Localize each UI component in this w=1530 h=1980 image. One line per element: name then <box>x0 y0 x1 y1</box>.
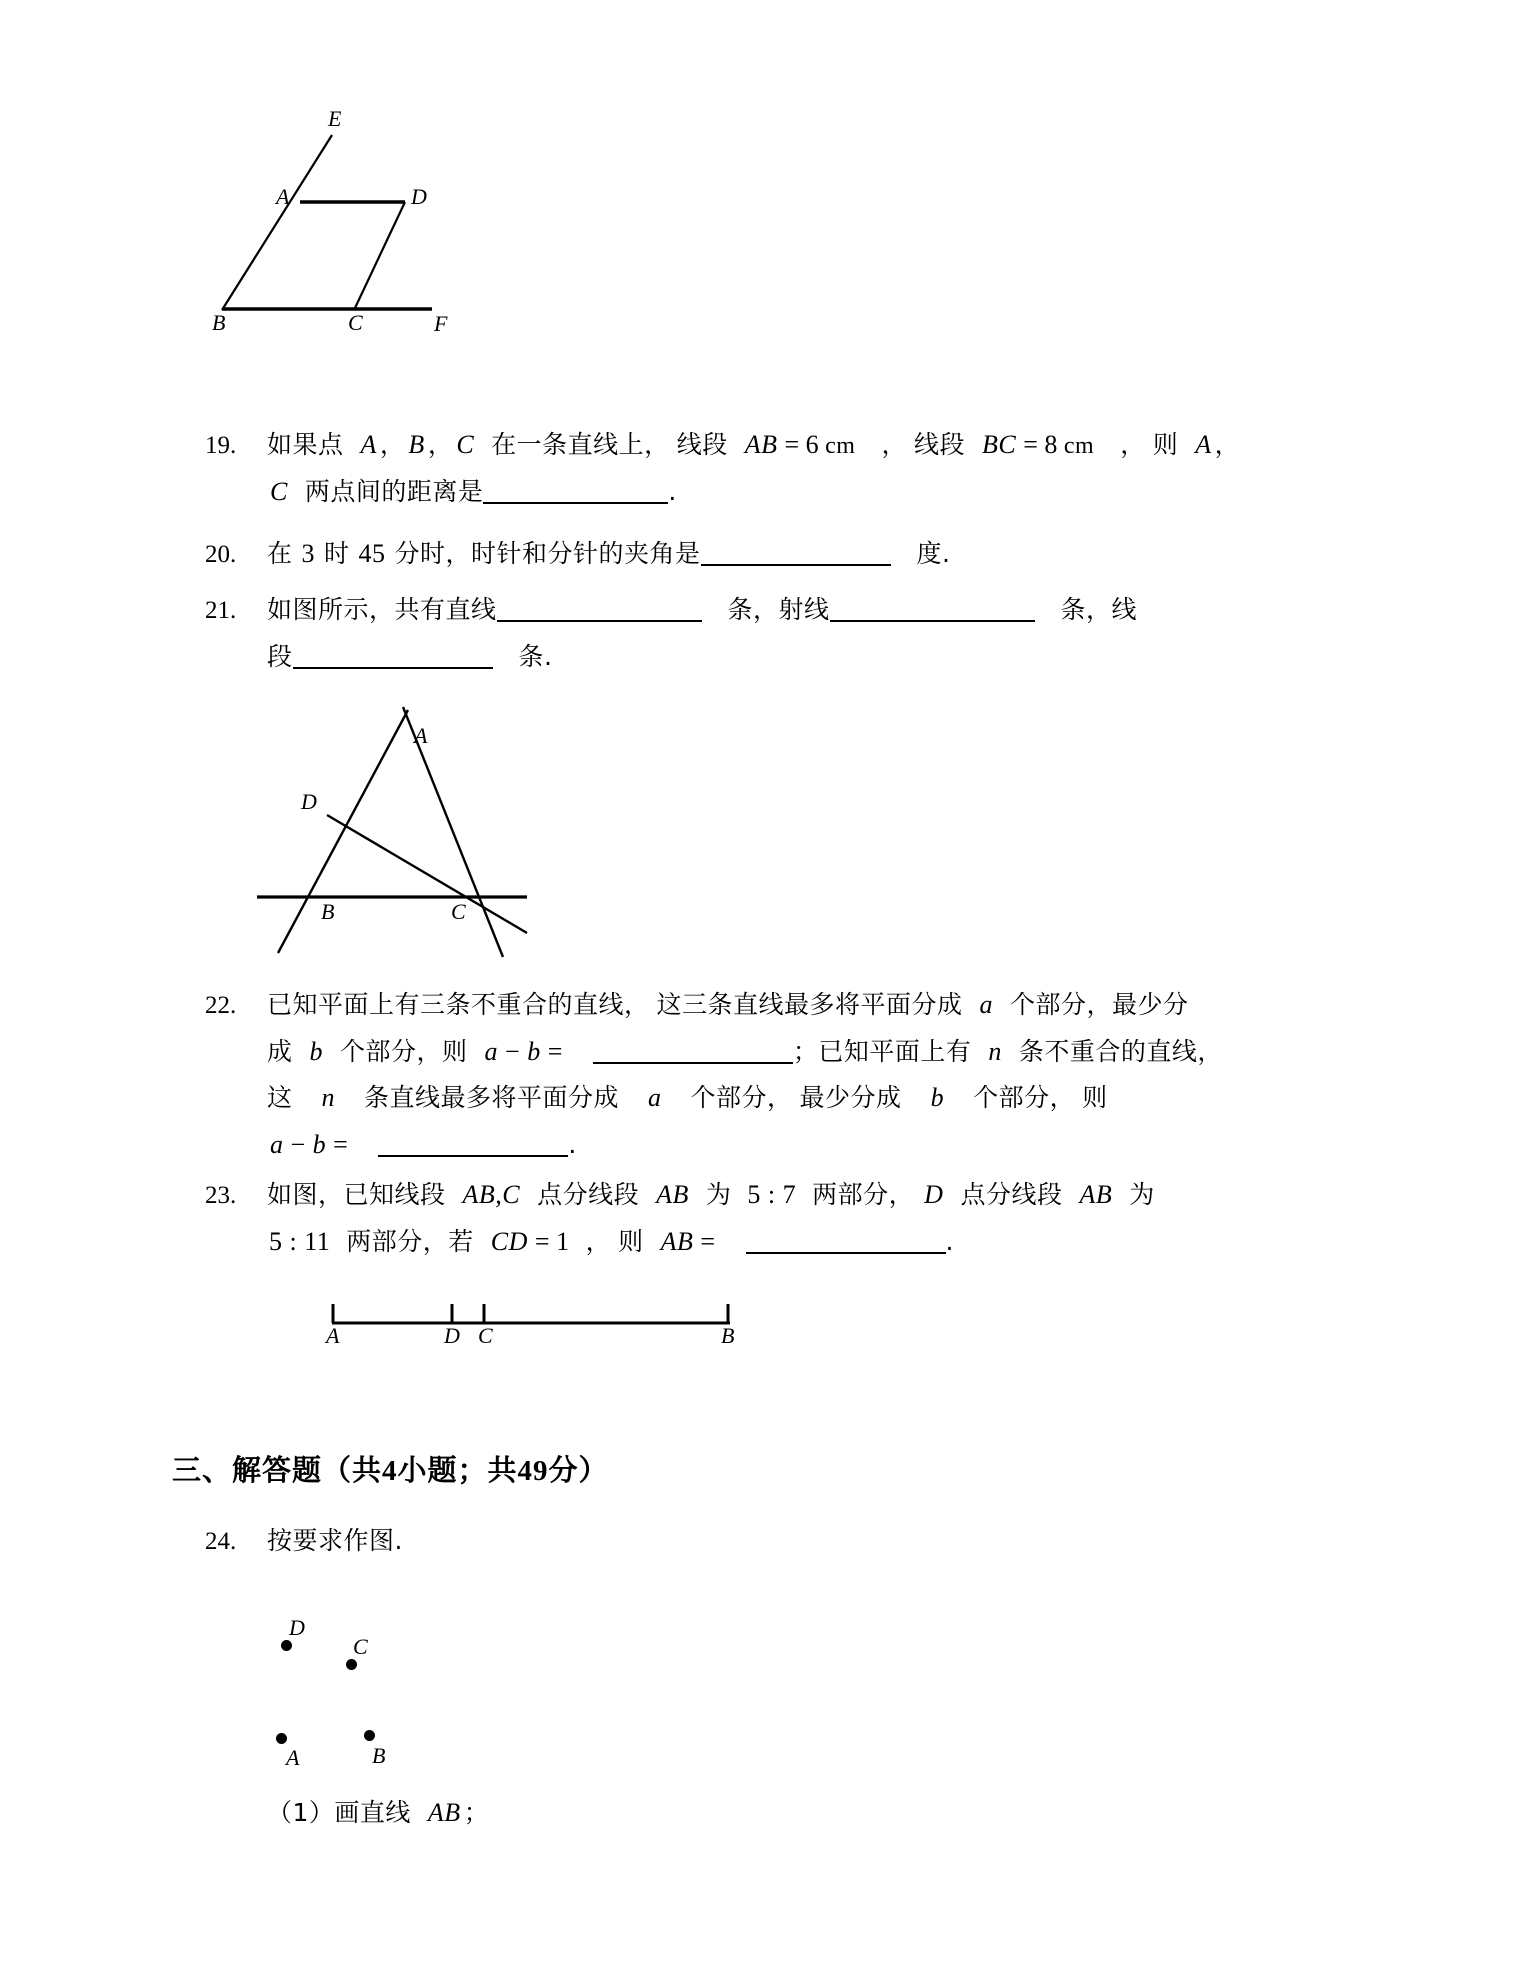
math-run: 45 <box>358 539 386 568</box>
answer-blank[interactable] <box>701 540 891 566</box>
math-run: CD <box>490 1227 528 1256</box>
sub-item-label: （1） <box>267 1798 335 1827</box>
question-22-text-3 <box>267 1085 1365 1111</box>
text-run: 如果点 <box>267 430 344 459</box>
question-21-line-1 <box>205 596 1365 623</box>
figure-label-C: C <box>478 1323 493 1348</box>
question-22-line-3 <box>205 1085 1365 1111</box>
figure-label-D: D <box>301 789 317 814</box>
text-run: 已知平面上有三条不重合的直线， <box>267 990 650 1019</box>
text-run: 这三条直线最多将平面分成 <box>656 990 963 1019</box>
text-run: 在一条直线上， <box>491 430 670 459</box>
text-run: 分时，时针和分针的夹角是 <box>394 539 701 568</box>
question-19 <box>205 432 1365 525</box>
math-run: = <box>700 1227 716 1256</box>
triangle-svg <box>255 705 555 985</box>
math-run: = <box>784 430 800 459</box>
text-run: 条，射线 <box>727 595 830 624</box>
math-run: cm <box>1063 433 1095 459</box>
math-run: b <box>312 1130 327 1159</box>
text-run: 两部分， <box>812 1180 915 1209</box>
math-run: = <box>534 1227 551 1256</box>
math-run: AB,C <box>462 1180 521 1209</box>
question-22-text-4 <box>267 1131 1365 1158</box>
text-run: 如图，已知线段 <box>267 1180 446 1209</box>
question-21-line-2 <box>205 643 1365 669</box>
math-run: b <box>930 1083 945 1112</box>
math-run: AB <box>744 430 778 459</box>
math-run: D <box>924 1180 944 1209</box>
figure-label-E: E <box>328 106 342 131</box>
math-run: AB <box>427 1798 461 1827</box>
segment-svg <box>320 1288 740 1348</box>
sub-item-body <box>334 1798 489 1827</box>
question-24 <box>205 1528 1365 1574</box>
math-run: 5 : 7 <box>747 1180 797 1209</box>
question-23-text-1 <box>267 1182 1365 1208</box>
math-run: B <box>408 430 425 459</box>
section-heading-3 <box>172 1448 609 1489</box>
text-run: ， <box>881 430 907 459</box>
text-run: 两点间的距离是 <box>304 477 484 506</box>
text-run: 则 <box>618 1227 644 1256</box>
text-run: 个部分，则 <box>340 1037 468 1066</box>
text-run: 这 <box>267 1083 293 1112</box>
question-23 <box>205 1182 1365 1275</box>
question-22-line-1 <box>205 992 1365 1018</box>
question-23-line-2 <box>205 1228 1365 1255</box>
question-21-text-2 <box>267 643 1365 669</box>
figure-triangle <box>255 705 555 985</box>
math-run: cm <box>825 433 856 459</box>
question-24-text-1 <box>267 1528 1365 1553</box>
figure-points <box>260 1595 460 1770</box>
text-run: ， <box>427 430 454 459</box>
question-22 <box>205 992 1365 1178</box>
point-A-dot <box>276 1733 287 1744</box>
question-21-number: 21. <box>205 597 237 624</box>
question-19-text-2 <box>267 478 1365 505</box>
figure-label-D: D <box>289 1615 305 1640</box>
question-20-text-1 <box>267 540 1365 567</box>
question-24-sub-1-line <box>205 1800 1365 1826</box>
text-run: 线段 <box>676 430 728 459</box>
question-22-text-2 <box>267 1038 1365 1065</box>
text-run: 时 <box>324 539 350 568</box>
text-run: 条不重合的直线， <box>1018 1037 1223 1066</box>
math-run: a <box>270 1130 284 1159</box>
text-run: 点分线段 <box>537 1180 640 1209</box>
question-23-number: 23. <box>205 1182 237 1209</box>
text-run: ， <box>585 1227 612 1256</box>
question-21-text-1 <box>267 596 1365 622</box>
question-22-line-4 <box>205 1131 1365 1158</box>
section-heading-prefix: 三、解答题（共 <box>172 1453 383 1487</box>
math-run: b <box>309 1037 324 1066</box>
figure-label-B: B <box>721 1323 735 1348</box>
text-run: . <box>668 477 677 506</box>
figure-label-D: D <box>444 1323 460 1348</box>
question-24-line-1 <box>205 1528 1365 1554</box>
text-run: 画直线 <box>334 1798 411 1827</box>
answer-blank[interactable] <box>497 596 702 622</box>
section-heading-score: 49 <box>517 1455 549 1487</box>
figure-label-C: C <box>353 1634 368 1659</box>
math-run: − <box>290 1130 306 1159</box>
question-19-number: 19. <box>205 432 237 459</box>
text-run: 条直线最多将平面分成 <box>364 1083 620 1112</box>
math-run: AB <box>1079 1180 1113 1209</box>
math-run: 8 <box>1044 430 1058 459</box>
question-20-line-1 <box>205 540 1365 567</box>
math-run: = <box>1023 430 1039 459</box>
math-run: n <box>321 1083 336 1112</box>
math-run: a <box>979 990 994 1019</box>
text-run: ；已知平面上有 <box>792 1037 972 1066</box>
figure-label-C: C <box>348 310 363 335</box>
answer-blank[interactable] <box>293 643 493 669</box>
math-run: = <box>333 1130 349 1159</box>
figure-label-B: B <box>372 1743 386 1768</box>
math-run: C <box>456 430 475 459</box>
text-run: . <box>568 1130 577 1159</box>
math-run: = <box>547 1037 563 1066</box>
text-run: ， <box>1120 430 1146 459</box>
point-B-dot <box>364 1730 375 1741</box>
text-run: 条，线 <box>1060 595 1138 624</box>
question-19-line-1 <box>205 432 1365 458</box>
question-20-number: 20. <box>205 541 237 568</box>
question-22-text-1 <box>267 992 1365 1018</box>
text-run: ； <box>463 1798 490 1827</box>
text-run: 条. <box>518 642 553 671</box>
answer-blank[interactable] <box>746 1228 946 1254</box>
question-19-text-1 <box>267 432 1365 458</box>
question-24-sub-1 <box>205 1800 1365 1846</box>
question-23-text-2 <box>267 1228 1365 1255</box>
answer-blank[interactable] <box>378 1131 568 1157</box>
text-run: . <box>945 1227 954 1256</box>
math-run: BC <box>982 430 1017 459</box>
figure-label-A: A <box>276 184 290 209</box>
math-run: n <box>988 1037 1002 1066</box>
text-run: ， <box>1214 430 1241 459</box>
section-heading-mid: 小题；共 <box>397 1453 518 1487</box>
figure-label-A: A <box>286 1745 300 1770</box>
answer-blank[interactable] <box>483 478 668 504</box>
math-run: b <box>527 1037 541 1066</box>
math-run: − <box>505 1037 521 1066</box>
text-run: 按要求作图. <box>267 1526 403 1555</box>
section-heading-suffix: 分） <box>548 1453 609 1487</box>
text-run: 段 <box>267 642 293 671</box>
math-run: A <box>360 430 377 459</box>
question-21 <box>205 596 1365 689</box>
text-run: 度. <box>916 539 951 568</box>
question-22-line-2 <box>205 1038 1365 1065</box>
answer-blank[interactable] <box>830 596 1035 622</box>
text-run: 个部分， <box>973 1083 1076 1112</box>
question-23-line-1 <box>205 1182 1365 1208</box>
figure-label-B: B <box>212 310 226 335</box>
math-run: 6 <box>805 430 820 459</box>
math-run: 1 <box>556 1227 570 1256</box>
math-run: C <box>270 477 288 506</box>
text-run: 个部分，最少分 <box>1010 990 1189 1019</box>
point-C-dot <box>346 1659 357 1670</box>
math-run: AB <box>656 1180 689 1209</box>
math-run: A <box>1195 430 1212 459</box>
math-run: a <box>648 1083 662 1112</box>
question-24-sub-1-text <box>267 1800 1365 1826</box>
question-19-line-2 <box>205 478 1365 505</box>
figure-label-A: A <box>414 723 428 748</box>
text-run: 则 <box>1082 1083 1108 1112</box>
text-run: 如图所示，共有直线 <box>267 595 497 624</box>
text-run: 成 <box>267 1037 293 1066</box>
section-heading-count: 4 <box>382 1455 398 1487</box>
text-run: 为 <box>705 1180 732 1209</box>
figure-label-C: C <box>451 899 466 924</box>
text-run: 点分线段 <box>960 1180 1063 1209</box>
math-run: a <box>484 1037 499 1066</box>
math-run: AB <box>660 1227 694 1256</box>
text-run: 线段 <box>913 430 965 459</box>
text-run: 两部分，若 <box>346 1227 474 1256</box>
figure-label-B: B <box>321 899 335 924</box>
text-run: ， <box>379 430 406 459</box>
text-run: 为 <box>1129 1180 1155 1209</box>
figure-label-A: A <box>326 1323 340 1348</box>
answer-blank[interactable] <box>593 1038 793 1064</box>
math-run: 5 : 11 <box>269 1227 331 1256</box>
figure-segment <box>320 1288 740 1348</box>
figure-label-F: F <box>434 311 448 336</box>
figure-parallelogram <box>200 106 500 340</box>
text-run: 个部分， <box>690 1083 793 1112</box>
question-24-number: 24. <box>205 1528 237 1555</box>
text-run: 则 <box>1152 430 1179 459</box>
text-run: 在 <box>267 539 293 568</box>
figure-label-D: D <box>411 184 427 209</box>
text-run: 最少分成 <box>799 1083 902 1112</box>
parallelogram-svg <box>200 106 500 340</box>
question-20 <box>205 540 1365 587</box>
question-22-number: 22. <box>205 992 237 1019</box>
math-run: 3 <box>301 539 316 568</box>
point-D-dot <box>281 1640 292 1651</box>
